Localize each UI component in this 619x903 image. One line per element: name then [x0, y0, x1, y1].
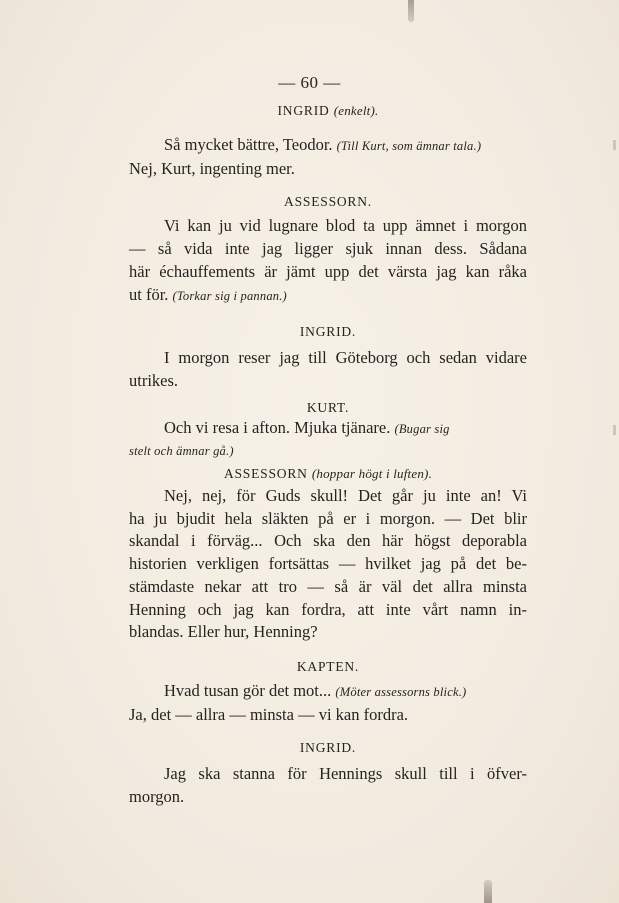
- speaker-direction: (enkelt).: [333, 103, 379, 118]
- speaker-heading: [129, 193, 527, 211]
- dialogue-text: morgon.: [129, 787, 185, 807]
- dialogue-line: [129, 704, 527, 727]
- speaker-name: INGRID: [277, 103, 330, 118]
- dialogue-text: Nej, nej, för Guds skull! Det går ju inte an! Vi: [164, 486, 527, 506]
- dialogue-line: [129, 680, 527, 704]
- dialogue-text: skandal i förväg... Och ska den här högst deporabla: [129, 531, 527, 551]
- stage-direction: stelt och ämnar gå.): [129, 444, 234, 459]
- speaker-name: KURT.: [306, 399, 350, 415]
- speaker-name: ASSESSORN: [223, 466, 308, 482]
- dialogue-line: [129, 347, 527, 370]
- speaker-heading: [129, 399, 527, 417]
- dialogue-line: [129, 417, 527, 441]
- speaker-heading: [129, 102, 527, 120]
- dialogue-line: [129, 530, 527, 553]
- speaker-name: INGRID.: [299, 324, 357, 340]
- speaker-name: ASSESSORN.: [284, 194, 372, 210]
- dialogue-line: [129, 485, 527, 508]
- dialogue-text: blandas. Eller hur, Henning?: [129, 622, 318, 642]
- speaker-direction: (hoppar högt i luften).: [311, 466, 433, 482]
- dialogue-text: Och vi resa i afton. Mjuka tjänare.: [164, 417, 391, 437]
- stage-direction: (Möter assessorns blick.): [335, 684, 467, 699]
- dialogue-text: Nej, Kurt, ingenting mer.: [129, 158, 295, 178]
- dialogue-line: [129, 261, 527, 284]
- speaker-heading: [129, 323, 527, 341]
- dialogue-text: ut för.: [129, 284, 169, 304]
- dialogue-line: [129, 599, 527, 622]
- dialogue-text: här échauffements är jämt upp det värsta jag kan råka: [129, 261, 527, 281]
- dialogue-line: [129, 763, 527, 786]
- dialogue-line: [129, 134, 527, 158]
- dialogue-line: [129, 508, 527, 531]
- dialogue-line: [129, 553, 527, 576]
- stage-direction: (Bugar sig: [394, 421, 450, 436]
- dialogue-text: Hvad tusan gör det mot...: [164, 680, 332, 700]
- stage-direction: (Till Kurt, som ämnar tala.): [336, 139, 482, 153]
- speaker-name: KAPTEN.: [296, 658, 360, 674]
- dialogue-text: I morgon reser jag till Göteborg och sedan vidare: [164, 348, 527, 368]
- stage-direction: (Torkar sig i pannan.): [172, 288, 287, 303]
- speaker-heading: [129, 658, 527, 676]
- page-edge-mark: [613, 140, 616, 150]
- dialogue-text: Ja, det — allra — minsta — vi kan fordra.: [129, 704, 409, 724]
- dialogue-line: [129, 284, 527, 308]
- dialogue-text: historien verkligen fortsättas — hvilket jag på det be-: [129, 554, 527, 574]
- speaker-name: INGRID.: [299, 740, 357, 756]
- dialogue-line: [129, 238, 527, 261]
- dialogue-text: ha ju bjudit hela släkten på er i morgon. — Det blir: [129, 508, 527, 528]
- dialogue-line: [129, 370, 527, 393]
- speaker-heading: [129, 465, 527, 483]
- dialogue-text: stämdaste nekar att tro — så är väl det allra minsta: [129, 576, 527, 596]
- dialogue-text: — så vida inte jag ligger sjuk innan dess. Sådana: [129, 239, 527, 259]
- play-text: [129, 102, 527, 809]
- dialogue-line: [129, 215, 527, 238]
- dialogue-line: [129, 158, 527, 181]
- speaker-heading: [129, 739, 527, 757]
- page-edge-mark: [613, 425, 616, 435]
- page-number: — 60 —: [278, 73, 341, 92]
- dialogue-line: [129, 786, 527, 809]
- dialogue-line: [129, 621, 527, 644]
- dialogue-line: [129, 576, 527, 599]
- dialogue-text: utrikes.: [129, 370, 179, 390]
- dialogue-text: Jag ska stanna för Hennings skull till i öfver-: [164, 764, 527, 784]
- page-edge-mark: [484, 880, 492, 903]
- dialogue-text: Henning och jag kan fordra, att inte vårt namn in-: [129, 599, 527, 619]
- page-edge-mark: [408, 0, 414, 22]
- dialogue-text: Vi kan ju vid lugnare blod ta upp ämnet i morgon: [164, 216, 527, 236]
- dialogue-text: Så mycket bättre, Teodor.: [164, 135, 333, 154]
